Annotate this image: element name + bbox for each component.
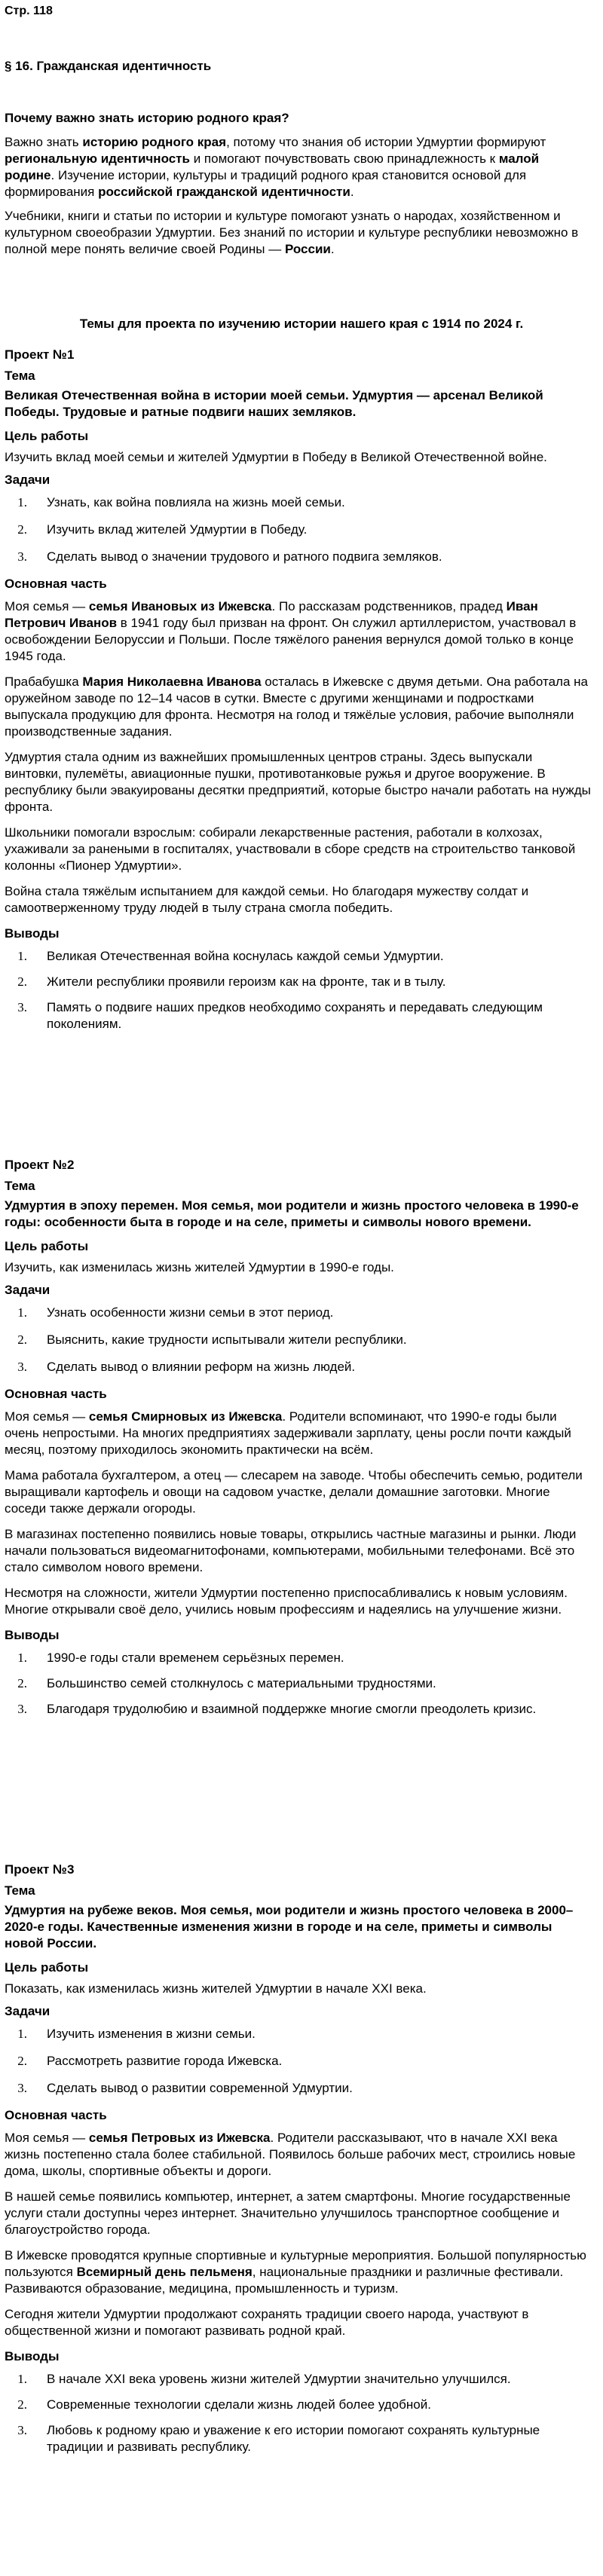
- task-text: Сделать вывод о влиянии реформ на жизнь людей.: [47, 1360, 356, 1374]
- intro-heading: Почему важно знать историю родного края?: [5, 111, 289, 125]
- text-run: осталась в Ижевске с двумя детьми. Она работала на оружейном заводе по 12–14 часов в сутки. Вместе с другими женщинами и подростками выпускала продукцию для фронта. Несмотря на голод и тяжёлые условия, рабочие выполняли производственные задания.: [5, 675, 588, 739]
- main-paragraph: [5, 2306, 592, 2339]
- text-run: Удмуртия стала одним из важнейших промышленных центров страны. Здесь выпускали винтовки, пулемёты, авиационные пушки, противотанковые ружья и другое вооружение. В республику были эвакуированы десятки предприятий, которые быстро начали работать на нужды фронта.: [5, 750, 591, 814]
- text-run: В магазинах постепенно появились новые товары, открылись частные магазины и рынки. Люди начали пользоваться видеомагнитофонами, компьютерами, мобильными телефонами. Всё это стало символом нового времени.: [5, 1527, 577, 1574]
- bold-run: России: [284, 242, 331, 256]
- task-item: [5, 2053, 592, 2070]
- conclusion-item: [5, 2397, 592, 2413]
- conclusion-item: [5, 2422, 592, 2455]
- topic-label: Тема: [5, 1883, 35, 1898]
- bold-run: малой родине: [5, 151, 540, 182]
- task-item: [5, 549, 592, 565]
- task-item: [5, 2026, 592, 2042]
- conclusion-number: 3.: [17, 2423, 27, 2437]
- main-label: Основная часть: [5, 2108, 107, 2122]
- tasks-list: [5, 1305, 592, 1375]
- intro-block: [5, 110, 592, 265]
- themes-title: Темы для проекта по изучению истории нашего края с 1914 по 2024 г.: [79, 317, 524, 331]
- text-run: .: [330, 242, 335, 256]
- text-run: Школьники помогали взрослым: собирали лекарственные растения, работали в колхозах, ухаживали за ранеными в госпиталях, участвовали в сборе средств на строительство танковой колонны «Пионер Удмуртии».: [5, 825, 576, 873]
- main-paragraph: [5, 883, 592, 916]
- task-number: 2.: [17, 2054, 27, 2068]
- task-text: Изучить изменения в жизни семьи.: [47, 2027, 256, 2041]
- text-run: Учебники, книги и статьи по истории и культуре помогают узнать о народах, хозяйственном и культурном своеобразии Удмуртии. Без знаний по истории и культуре республики невозможно в полной мере понять величие своей Родины —: [5, 209, 579, 256]
- text-run: Важно знать: [5, 135, 83, 149]
- conclusions-label: Выводы: [5, 2349, 60, 2363]
- task-item: [5, 1359, 592, 1375]
- text-run: Моя семья —: [5, 1409, 89, 1424]
- main-label: Основная часть: [5, 1387, 107, 1401]
- bold-run: историю родного края: [82, 135, 227, 149]
- conclusion-number: 2.: [17, 974, 27, 989]
- task-item: [5, 494, 592, 511]
- text-run: В нашей семье появились компьютер, интернет, а затем смартфоны. Многие государственные услуги стали доступны через интернет. Значительно улучшилось транспортное сообщение и благоустройство города.: [5, 2189, 571, 2237]
- text-run: Несмотря на сложности, жители Удмуртии постепенно приспосабливались к новым условиям. Многие открывали своё дело, учились новым профессиям и надеялись на улучшение жизни.: [5, 1586, 568, 1617]
- task-item: [5, 522, 592, 538]
- project-3: [5, 1862, 592, 2464]
- task-number: 1.: [17, 495, 27, 509]
- text-run: Моя семья —: [5, 599, 89, 613]
- conclusion-text: Любовь к родному краю и уважение к его истории помогают сохранять культурные традиции и развивать республику.: [47, 2423, 540, 2454]
- conclusion-item: [5, 2371, 592, 2388]
- text-run: . Родители вспоминают, что 1990-е годы были очень непростыми. На многих предприятиях задерживали зарплату, цены росли почти каждый месяц, поэтому приходилось экономить практически на всём.: [5, 1409, 571, 1457]
- task-text: Узнать особенности жизни семьи в этот период.: [47, 1305, 334, 1320]
- goal-label: Цель работы: [5, 1960, 89, 1975]
- text-run: . Изучение истории, культуры и традиций родного края становится основой для формирования: [5, 168, 527, 199]
- task-number: 2.: [17, 1332, 27, 1347]
- main-paragraph: [5, 2189, 592, 2238]
- main-paragraph: [5, 1585, 592, 1618]
- project-topic: Удмуртия на рубеже веков. Моя семья, мои родители и жизнь простого человека в 2000–2020-е годы. Качественные изменения жизни в городе и на селе, приметы и символы новой России.: [5, 1903, 574, 1950]
- project-1: [5, 347, 592, 1042]
- conclusion-number: 1.: [17, 1651, 27, 1665]
- conclusions-list: [5, 948, 592, 1033]
- section-title: § 16. Гражданская идентичность: [5, 59, 212, 73]
- task-number: 3.: [17, 549, 27, 564]
- conclusion-number: 3.: [17, 1702, 27, 1716]
- task-number: 1.: [17, 2027, 27, 2041]
- task-item: [5, 2080, 592, 2097]
- bold-run: семья Петровых из Ижевска: [88, 2131, 271, 2145]
- main-paragraph: [5, 2247, 592, 2297]
- text-run: , национальные праздники и различные фестивали. Развиваются образование, медицина, промышленность и туризм.: [5, 2265, 564, 2296]
- conclusion-text: Великая Отечественная война коснулась каждой семьи Удмуртии.: [47, 949, 444, 963]
- main-paragraph: [5, 598, 592, 665]
- topic-label: Тема: [5, 1179, 35, 1193]
- tasks-label: Задачи: [5, 2004, 51, 2018]
- conclusion-number: 2.: [17, 2397, 27, 2412]
- task-item: [5, 1332, 592, 1348]
- task-text: Выяснить, какие трудности испытывали жители республики.: [47, 1332, 407, 1347]
- goal-label: Цель работы: [5, 1239, 89, 1253]
- tasks-list: [5, 494, 592, 565]
- tasks-list: [5, 2026, 592, 2097]
- text-run: Прабабушка: [5, 675, 83, 689]
- task-item: [5, 1305, 592, 1321]
- bold-run: Иван Петрович Иванов: [5, 599, 538, 630]
- conclusion-item: [5, 999, 592, 1033]
- main-paragraph: [5, 1467, 592, 1517]
- text-run: В Ижевске проводятся крупные спортивные и культурные мероприятия. Большой популярностью пользуются: [5, 2248, 586, 2279]
- conclusion-item: [5, 974, 592, 990]
- conclusion-number: 1.: [17, 949, 27, 963]
- tasks-label: Задачи: [5, 473, 51, 487]
- text-run: и помогают почувствовать свою принадлежность к: [189, 151, 499, 166]
- conclusions-label: Выводы: [5, 1628, 60, 1642]
- main-paragraph: [5, 1409, 592, 1458]
- conclusions-label: Выводы: [5, 926, 60, 941]
- conclusions-list: [5, 1650, 592, 1718]
- conclusion-text: Большинство семей столкнулось с материальными трудностями.: [47, 1676, 436, 1690]
- conclusion-text: Благодаря трудолюбию и взаимной поддержке многие смогли преодолеть кризис.: [47, 1702, 537, 1716]
- task-text: Изучить вклад жителей Удмуртии в Победу.: [47, 522, 308, 537]
- main-label: Основная часть: [5, 577, 107, 591]
- bold-run: российской гражданской идентичности: [98, 185, 350, 199]
- intro-paragraph-1: [5, 134, 592, 200]
- task-text: Рассмотреть развитие города Ижевска.: [47, 2054, 283, 2068]
- tasks-label: Задачи: [5, 1283, 51, 1297]
- bold-run: Мария Николаевна Иванова: [82, 675, 262, 689]
- task-text: Сделать вывод о значении трудового и ратного подвига земляков.: [47, 549, 442, 564]
- project-goal: Изучить вклад моей семьи и жителей Удмуртии в Победу в Великой Отечественной войне.: [5, 450, 547, 464]
- project-goal: Изучить, как изменилась жизнь жителей Удмуртии в 1990-е годы.: [5, 1260, 394, 1274]
- text-run: Мама работала бухгалтером, а отец — слесарем на заводе. Чтобы обеспечить семью, родители выращивали картофель и овощи на садовом участке, делали домашние заготовки. Многие соседи также держали огороды.: [5, 1468, 583, 1516]
- text-run: . Родители рассказывают, что в начале XXI века жизнь постепенно стала более стабильной. Появилось больше рабочих мест, строились новые дома, школы, спортивные объекты и дороги.: [5, 2131, 576, 2178]
- conclusion-text: 1990-е годы стали временем серьёзных перемен.: [47, 1651, 344, 1665]
- topic-label: Тема: [5, 369, 35, 383]
- conclusion-number: 3.: [17, 1000, 27, 1014]
- conclusion-item: [5, 1675, 592, 1692]
- conclusion-text: Современные технологии сделали жизнь людей более удобной.: [47, 2397, 431, 2412]
- conclusion-text: Жители республики проявили героизм как на фронте, так и в тылу.: [47, 974, 446, 989]
- project-2: [5, 1157, 592, 1727]
- main-paragraph: [5, 1526, 592, 1576]
- bold-run: Всемирный день пельменя: [76, 2265, 253, 2279]
- conclusion-number: 1.: [17, 2372, 27, 2386]
- task-text: Узнать, как война повлияла на жизнь моей семьи.: [47, 495, 345, 509]
- conclusion-item: [5, 1701, 592, 1718]
- text-run: Сегодня жители Удмуртии продолжают сохранять традиции своего народа, участвуют в общественной жизни и помогают развивать родной край.: [5, 2307, 529, 2338]
- main-paragraph: [5, 2130, 592, 2180]
- conclusion-text: Память о подвиге наших предков необходимо сохранять и передавать следующим поколениям.: [47, 1000, 543, 1031]
- main-paragraph: [5, 749, 592, 815]
- bold-run: региональную идентичность: [5, 151, 190, 166]
- text-run: .: [350, 185, 354, 199]
- project-title: Проект №2: [5, 1158, 75, 1172]
- intro-paragraph-2: [5, 208, 592, 258]
- conclusions-list: [5, 2371, 592, 2455]
- conclusion-item: [5, 948, 592, 965]
- text-run: в 1941 году был призван на фронт. Он служил артиллеристом, участвовал в освобождении Белоруссии и Польши. После тяжёлого ранения вернулся домой только в конце 1945 года.: [5, 616, 577, 663]
- project-title: Проект №3: [5, 1862, 75, 1877]
- text-run: Моя семья —: [5, 2131, 89, 2145]
- bold-run: семья Ивановых из Ижевска: [88, 599, 272, 613]
- text-run: . По рассказам родственников, прадед: [271, 599, 507, 613]
- task-number: 3.: [17, 2081, 27, 2095]
- page-number: Стр. 118: [5, 5, 53, 17]
- task-text: Сделать вывод о развитии современной Удмуртии.: [47, 2081, 353, 2095]
- text-run: , потому что знания об истории Удмуртии формируют: [226, 135, 546, 149]
- goal-label: Цель работы: [5, 429, 89, 443]
- project-topic: Великая Отечественная война в истории моей семьи. Удмуртия — арсенал Великой Победы. Трудовые и ратные подвиги наших земляков.: [5, 388, 543, 419]
- bold-run: семья Смирновых из Ижевска: [88, 1409, 283, 1424]
- task-number: 1.: [17, 1305, 27, 1320]
- project-topic: Удмуртия в эпоху перемен. Моя семья, мои родители и жизнь простого человека в 1990-е годы: особенности быта в городе и на селе, приметы и символы нового времени.: [5, 1198, 579, 1229]
- main-paragraph: [5, 825, 592, 874]
- task-number: 2.: [17, 522, 27, 537]
- conclusion-number: 2.: [17, 1676, 27, 1690]
- main-paragraph: [5, 674, 592, 740]
- project-goal: Показать, как изменилась жизнь жителей Удмуртии в начале XXI века.: [5, 1981, 427, 1996]
- text-run: Война стала тяжёлым испытанием для каждой семьи. Но благодаря мужеству солдат и самоотверженному труду людей в тылу страна смогла победить.: [5, 884, 529, 915]
- conclusion-item: [5, 1650, 592, 1666]
- conclusion-text: В начале XXI века уровень жизни жителей Удмуртии значительно улучшился.: [47, 2372, 511, 2386]
- project-title: Проект №1: [5, 347, 75, 362]
- task-number: 3.: [17, 1360, 27, 1374]
